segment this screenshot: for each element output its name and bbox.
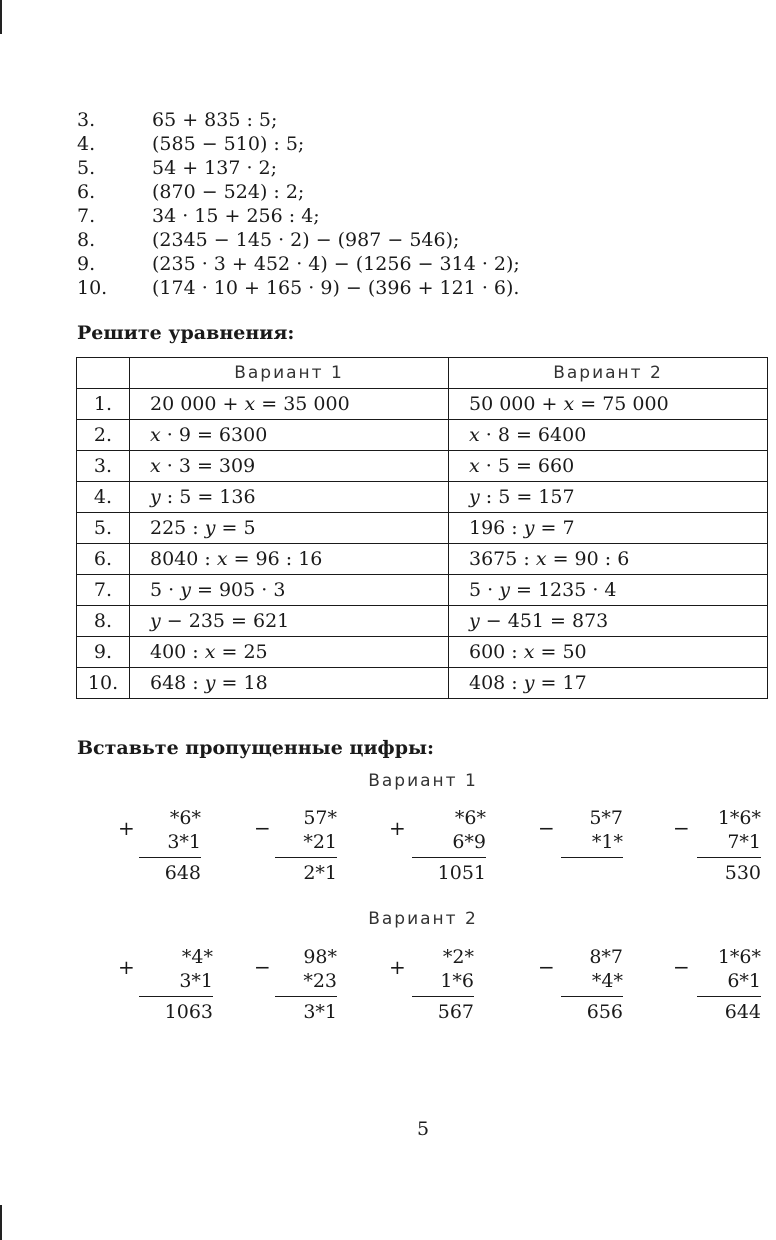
operator-sign: − <box>538 955 555 979</box>
table-header-row <box>77 358 768 389</box>
row-number: 2. <box>77 420 130 451</box>
equation-variant-1: x · 3 = 309 <box>130 451 449 482</box>
operator-sign: + <box>389 816 406 840</box>
equation-variant-2: 3675 : x = 90 : 6 <box>449 544 768 575</box>
table-row <box>77 668 768 699</box>
list-item <box>77 156 737 180</box>
result-value: 3*1 <box>303 1001 337 1023</box>
bottom-operand: *21 <box>303 831 337 853</box>
result-value: 656 <box>586 1001 623 1023</box>
equation-variant-2: x · 5 = 660 <box>449 451 768 482</box>
bottom-operand: *23 <box>303 970 337 992</box>
crop-mark-bottom <box>0 1205 2 1240</box>
sum-line <box>561 996 623 997</box>
result-value <box>561 861 623 885</box>
crop-mark-top <box>0 0 2 34</box>
sum-line <box>139 996 213 997</box>
table-row <box>77 482 768 513</box>
list-item <box>77 252 737 276</box>
expression-text: (585 − 510) : 5; <box>152 133 305 155</box>
expression-text: 54 + 137 · 2; <box>152 157 278 179</box>
expression-list <box>77 108 737 300</box>
top-operand: 57* <box>303 807 337 829</box>
equation-variant-2: y : 5 = 157 <box>449 482 768 513</box>
result-value: 1063 <box>164 1001 213 1023</box>
equation-variant-2: 408 : y = 17 <box>449 668 768 699</box>
equation-variant-1: 400 : x = 25 <box>130 637 449 668</box>
table-row <box>77 544 768 575</box>
variant-2-title: Вариант 2 <box>368 909 478 929</box>
operator-sign: − <box>673 816 690 840</box>
list-item <box>77 132 737 156</box>
equation-variant-1: 20 000 + x = 35 000 <box>130 389 449 420</box>
list-item <box>77 228 737 252</box>
table-row <box>77 606 768 637</box>
item-number: 9. <box>77 253 96 275</box>
equation-variant-1: 648 : y = 18 <box>130 668 449 699</box>
equation-variant-2: 196 : y = 7 <box>449 513 768 544</box>
result-value: 648 <box>164 862 201 884</box>
table-row <box>77 420 768 451</box>
item-number: 10. <box>77 277 108 299</box>
top-operand: *6* <box>169 807 201 829</box>
bottom-operand: *4* <box>591 970 623 992</box>
equation-variant-2: x · 8 = 6400 <box>449 420 768 451</box>
top-operand: *2* <box>442 946 474 968</box>
operator-sign: − <box>673 955 690 979</box>
bottom-operand: 3*1 <box>179 970 213 992</box>
list-item <box>77 108 737 132</box>
sum-line <box>275 996 337 997</box>
bottom-operand: 3*1 <box>167 831 201 853</box>
equations-table <box>76 357 768 699</box>
equation-variant-1: 5 · y = 905 · 3 <box>130 575 449 606</box>
bottom-operand: 7*1 <box>727 831 761 853</box>
table-row <box>77 389 768 420</box>
item-number: 3. <box>77 109 96 131</box>
row-number: 6. <box>77 544 130 575</box>
item-number: 4. <box>77 133 96 155</box>
sum-line <box>561 857 623 858</box>
list-item <box>77 180 737 204</box>
equation-variant-1: 225 : y = 5 <box>130 513 449 544</box>
row-number: 8. <box>77 606 130 637</box>
row-number: 1. <box>77 389 130 420</box>
row-number: 4. <box>77 482 130 513</box>
equation-variant-2: 50 000 + x = 75 000 <box>449 389 768 420</box>
expression-text: (174 · 10 + 165 · 9) − (396 + 121 · 6). <box>152 277 520 299</box>
result-value: 530 <box>724 862 761 884</box>
row-number: 5. <box>77 513 130 544</box>
header-variant-1: Вариант 1 <box>130 358 449 389</box>
row-number: 3. <box>77 451 130 482</box>
top-operand: *4* <box>181 946 213 968</box>
bottom-operand: 1*6 <box>440 970 474 992</box>
row-number: 9. <box>77 637 130 668</box>
sum-line <box>275 857 337 858</box>
sum-line <box>697 857 761 858</box>
top-operand: *6* <box>454 807 486 829</box>
header-variant-2: Вариант 2 <box>449 358 768 389</box>
table-row <box>77 637 768 668</box>
operator-sign: + <box>118 816 135 840</box>
list-item <box>77 276 737 300</box>
equations-heading: Решите уравнения: <box>77 322 295 344</box>
result-value: 1051 <box>437 862 486 884</box>
list-item <box>77 204 737 228</box>
operator-sign: − <box>538 816 555 840</box>
row-number: 10. <box>77 668 130 699</box>
top-operand: 8*7 <box>589 946 623 968</box>
top-operand: 1*6* <box>717 946 761 968</box>
top-operand: 98* <box>303 946 337 968</box>
item-number: 7. <box>77 205 96 227</box>
sum-line <box>412 996 474 997</box>
operator-sign: − <box>254 955 271 979</box>
expression-text: 34 · 15 + 256 : 4; <box>152 205 320 227</box>
item-number: 6. <box>77 181 96 203</box>
row-number: 7. <box>77 575 130 606</box>
result-value: 567 <box>437 1001 474 1023</box>
expression-text: (2345 − 145 · 2) − (987 − 546); <box>152 229 460 251</box>
bottom-operand: *1* <box>591 831 623 853</box>
sum-line <box>697 996 761 997</box>
operator-sign: + <box>389 955 406 979</box>
operator-sign: + <box>118 955 135 979</box>
equation-variant-1: x · 9 = 6300 <box>130 420 449 451</box>
expression-text: 65 + 835 : 5; <box>152 109 278 131</box>
table-row <box>77 451 768 482</box>
item-number: 5. <box>77 157 96 179</box>
equation-variant-1: 8040 : x = 96 : 16 <box>130 544 449 575</box>
table-row <box>77 513 768 544</box>
result-value: 2*1 <box>303 862 337 884</box>
sum-line <box>412 857 486 858</box>
equation-variant-2: 5 · y = 1235 · 4 <box>449 575 768 606</box>
top-operand: 1*6* <box>717 807 761 829</box>
missing-digits-heading: Вставьте пропущенные цифры: <box>77 737 435 759</box>
bottom-operand: 6*1 <box>727 970 761 992</box>
header-blank <box>77 358 130 389</box>
equation-variant-1: y : 5 = 136 <box>130 482 449 513</box>
bottom-operand: 6*9 <box>452 831 486 853</box>
expression-text: (235 · 3 + 452 · 4) − (1256 − 314 · 2); <box>152 253 520 275</box>
result-value: 644 <box>724 1001 761 1023</box>
top-operand: 5*7 <box>589 807 623 829</box>
item-number: 8. <box>77 229 96 251</box>
sum-line <box>139 857 201 858</box>
expression-text: (870 − 524) : 2; <box>152 181 305 203</box>
equation-variant-1: y − 235 = 621 <box>130 606 449 637</box>
table-row <box>77 575 768 606</box>
equation-variant-2: y − 451 = 873 <box>449 606 768 637</box>
page-number: 5 <box>416 1118 430 1140</box>
equation-variant-2: 600 : x = 50 <box>449 637 768 668</box>
operator-sign: − <box>254 816 271 840</box>
variant-1-title: Вариант 1 <box>368 771 478 791</box>
